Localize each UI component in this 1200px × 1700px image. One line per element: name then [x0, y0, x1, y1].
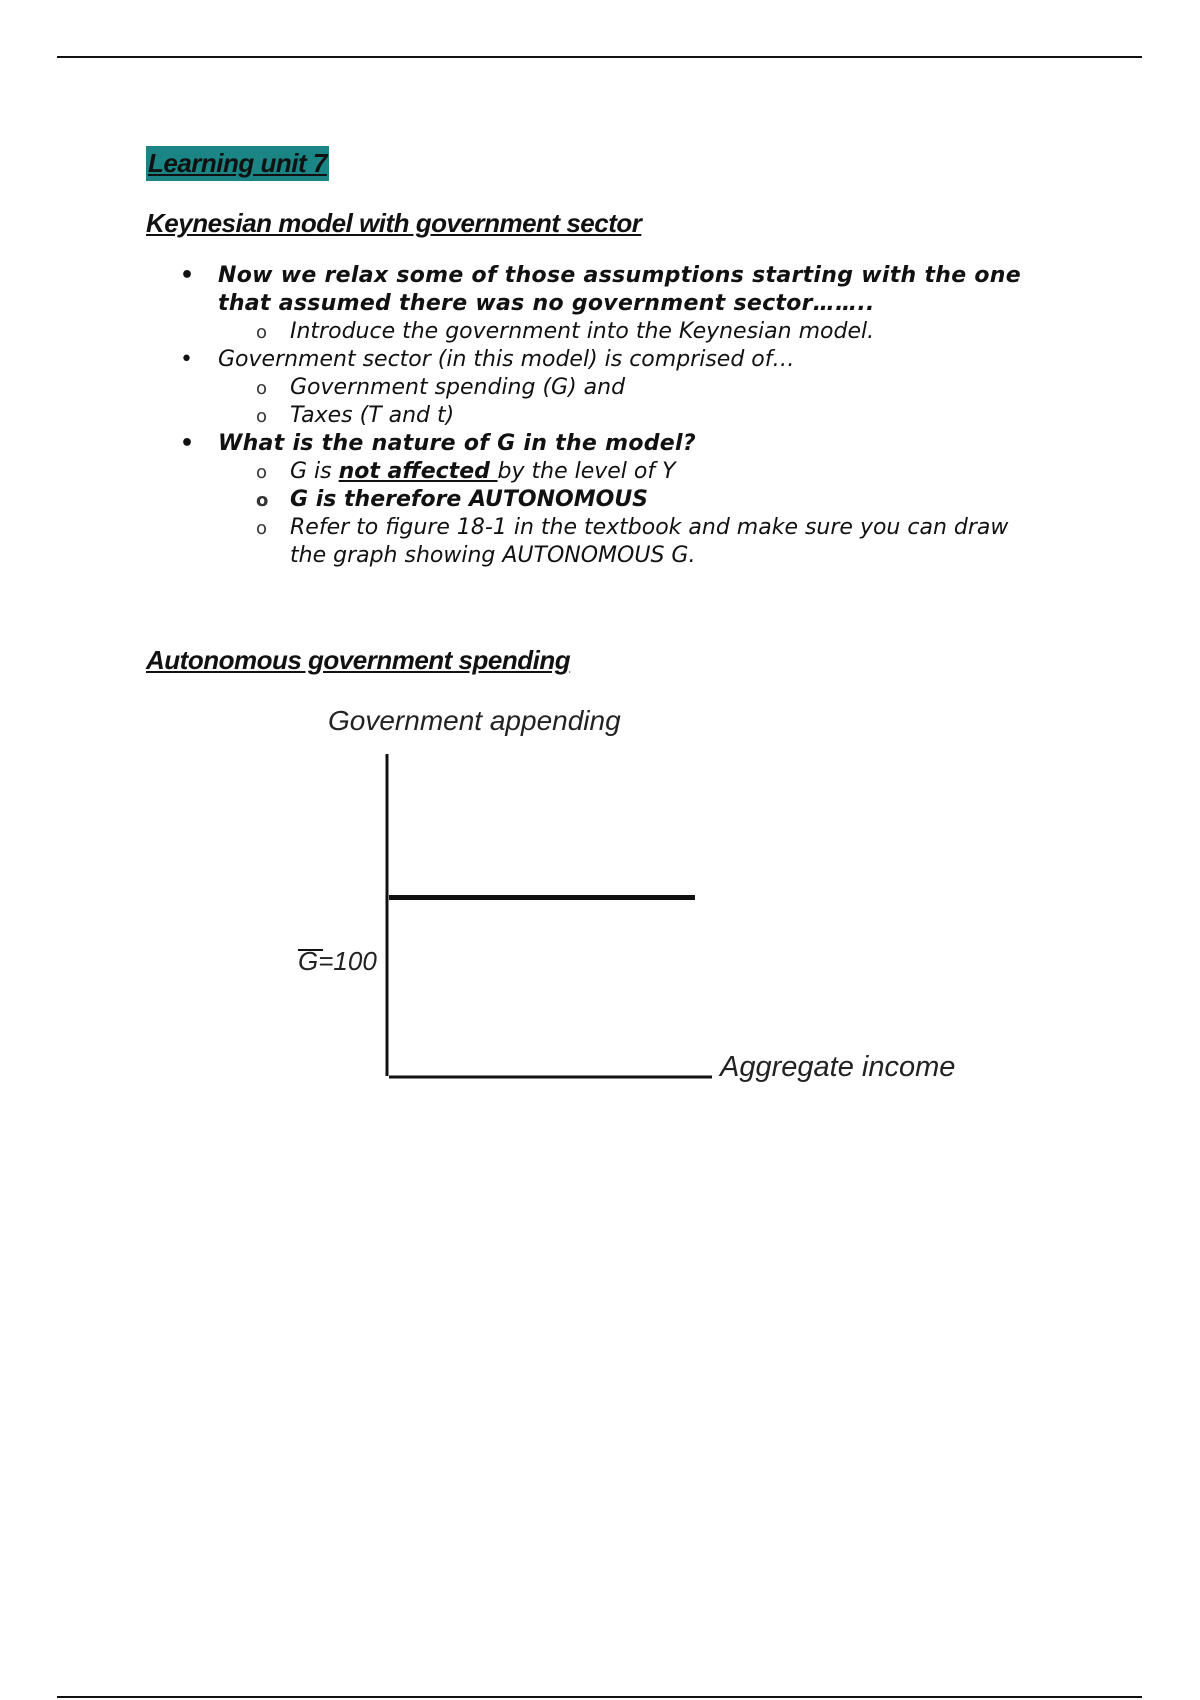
sub-text-prefix: G is	[290, 459, 339, 484]
list-item	[146, 430, 1046, 458]
sub-list-item	[146, 486, 1046, 514]
x-axis-label: Aggregate income	[720, 1051, 956, 1083]
bullet-icon: •	[180, 431, 195, 456]
unit-title: Learning unit 7	[146, 146, 329, 181]
circle-bullet-icon: o	[256, 490, 269, 511]
sub-list-item	[146, 402, 1046, 430]
sub-bullet-text: G is therefore AUTONOMOUS	[290, 487, 649, 512]
circle-bullet-icon: o	[256, 518, 268, 539]
sub-text-suffix: by the level of Y	[497, 459, 676, 484]
y-axis-label: Government appending	[328, 705, 621, 736]
sub-bullet-text: Taxes (T and t)	[290, 403, 455, 428]
sub-text-emphasis: not affected	[338, 459, 498, 484]
bottom-rule	[57, 1696, 1142, 1698]
bullet-text: Now we relax some of those assumptions starting with the one that assumed there was no government sector……..	[218, 263, 1021, 316]
sub-bullet-text: Introduce the government into the Keynesian model.	[290, 319, 875, 344]
sub-bullet-text: Government spending (G) and	[290, 375, 626, 400]
top-rule	[57, 56, 1142, 58]
circle-bullet-icon: o	[256, 378, 268, 399]
section-heading-keynesian: Keynesian model with government sector	[146, 208, 642, 238]
section-heading-autonomous: Autonomous government spending	[146, 645, 571, 675]
circle-bullet-icon: o	[256, 462, 268, 483]
bullet-icon: •	[180, 263, 195, 288]
sub-list-item	[146, 374, 1046, 402]
circle-bullet-icon: o	[256, 406, 268, 427]
sub-list-item	[146, 318, 1046, 346]
sub-list-item	[146, 458, 1046, 486]
bullet-text: Government sector (in this model) is comprised of…	[218, 347, 795, 372]
bullet-icon: •	[180, 347, 193, 372]
g-annotation-label: G=100	[298, 946, 377, 976]
bullet-list	[146, 262, 1046, 570]
list-item	[146, 346, 1046, 374]
sub-bullet-text: Refer to figure 18-1 in the textbook and make sure you can draw the graph showing AUTONOMOUS G.	[290, 515, 1009, 568]
list-item	[146, 262, 1046, 318]
circle-bullet-icon: o	[256, 322, 268, 343]
bullet-text: What is the nature of G in the model?	[218, 431, 696, 456]
sub-list-item	[146, 514, 1046, 570]
